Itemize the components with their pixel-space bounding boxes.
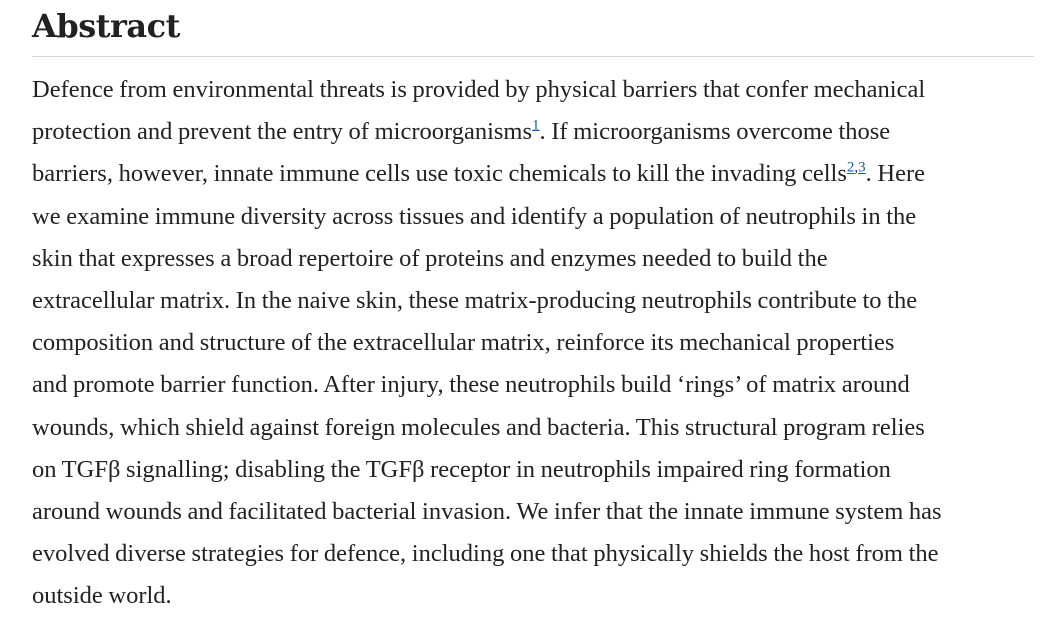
abstract-text: around wounds and facilitated bacterial invasion. We infer that the innate immune system has bbox=[32, 498, 942, 526]
abstract-text: evolved diverse strategies for defence, including one that physically shields the host from the bbox=[32, 540, 939, 568]
abstract-text: we examine immune diversity across tissues and identify a population of neutrophils in the bbox=[32, 202, 917, 230]
abstract-paragraph bbox=[32, 57, 1034, 618]
abstract-line bbox=[32, 69, 1034, 111]
abstract-line bbox=[32, 491, 1034, 533]
abstract-text: wounds, which shield against foreign molecules and bacteria. This structural program relies bbox=[32, 413, 925, 441]
abstract-text: . If microorganisms overcome those bbox=[539, 118, 891, 146]
citation-separator: , bbox=[854, 159, 859, 176]
abstract-text: protection and prevent the entry of microorganisms bbox=[32, 118, 533, 146]
citation-link-3[interactable]: 3 bbox=[858, 159, 866, 176]
abstract-line bbox=[32, 153, 1034, 195]
abstract-line bbox=[32, 196, 1034, 238]
abstract-text: Defence from environmental threats is provided by physical barriers that confer mechanical bbox=[32, 76, 926, 103]
abstract-line bbox=[32, 575, 1034, 617]
abstract-line bbox=[32, 238, 1034, 280]
abstract-text: skin that expresses a broad repertoire of proteins and enzymes needed to build the bbox=[32, 244, 828, 272]
abstract-line bbox=[32, 111, 1034, 153]
citation-superscript bbox=[532, 117, 540, 133]
abstract-line bbox=[32, 322, 1034, 364]
citation-superscript bbox=[847, 160, 866, 176]
abstract-line bbox=[32, 280, 1034, 322]
citation-link-2[interactable]: 2 bbox=[846, 159, 855, 176]
abstract-line bbox=[32, 533, 1034, 575]
abstract-section bbox=[32, 0, 1034, 618]
abstract-text: and promote barrier function. After injury, these neutrophils build ‘rings’ of matrix around bbox=[32, 371, 910, 399]
abstract-text: . Here bbox=[865, 160, 925, 188]
abstract-line bbox=[32, 407, 1034, 449]
abstract-text: composition and structure of the extracellular matrix, reinforce its mechanical properties bbox=[32, 329, 895, 357]
abstract-text: barriers, however, innate immune cells use toxic chemicals to kill the invading cells bbox=[32, 160, 847, 188]
abstract-line bbox=[32, 364, 1034, 406]
abstract-text: extracellular matrix. In the naive skin, these matrix-producing neutrophils contribute to the bbox=[32, 287, 918, 315]
abstract-line bbox=[32, 449, 1034, 491]
abstract-text: on TGFβ signalling; disabling the TGFβ receptor in neutrophils impaired ring formation bbox=[32, 455, 891, 483]
section-heading: Abstract bbox=[32, 7, 180, 45]
citation-link-1[interactable]: 1 bbox=[532, 117, 540, 134]
abstract-text: outside world. bbox=[32, 582, 172, 610]
